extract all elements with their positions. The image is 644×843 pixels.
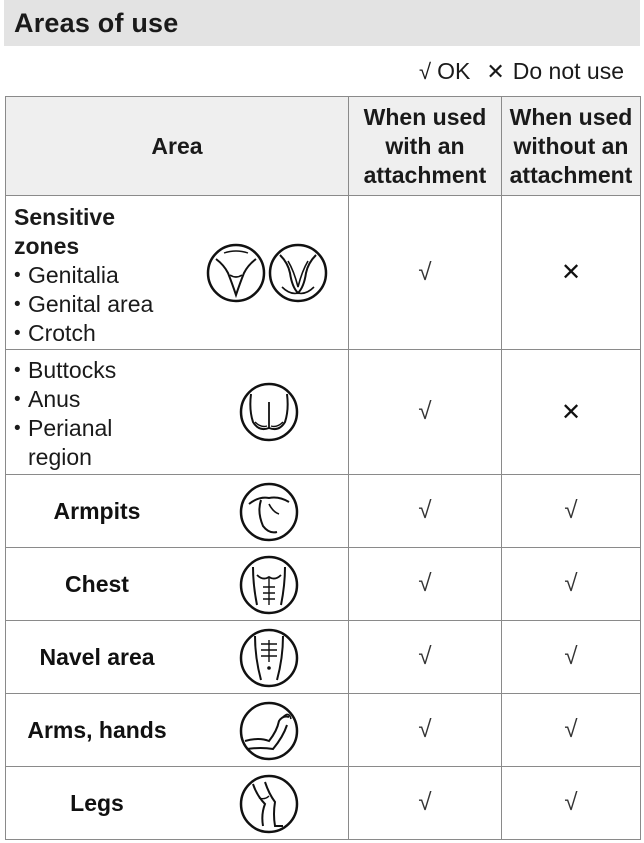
bullet-item: • Buttocks	[14, 356, 116, 385]
header-area: Area	[6, 97, 349, 196]
bullet-item: • Genital area	[14, 290, 153, 319]
without-attachment-mark: √	[502, 475, 641, 548]
genitalia-front-icon	[206, 243, 266, 303]
with-attachment-mark: √	[349, 767, 502, 840]
ok-symbol: √	[419, 58, 432, 84]
page-title: Areas of use	[14, 8, 179, 38]
area-cell-arms	[6, 694, 349, 767]
with-attachment-mark: √	[349, 196, 502, 350]
table-row	[6, 196, 641, 350]
table-row	[6, 548, 641, 621]
with-attachment-mark: √	[349, 475, 502, 548]
bullet-item: • Anus	[14, 385, 116, 414]
without-attachment-mark: √	[502, 767, 641, 840]
area-label: Legs	[70, 790, 124, 816]
area-cell-legs	[6, 767, 349, 840]
area-bullets	[14, 261, 153, 348]
area-cell-sensitive-zones	[6, 196, 349, 350]
bullet-item: • Crotch	[14, 319, 153, 348]
do-not-use-label: Do not use	[512, 58, 624, 84]
with-attachment-mark: √	[349, 350, 502, 475]
title-bar	[4, 0, 640, 46]
without-attachment-mark: √	[502, 548, 641, 621]
with-attachment-mark: √	[349, 694, 502, 767]
header-with-line-1: When used	[363, 103, 487, 130]
leg-icon	[239, 774, 299, 834]
bullet-item: • Perianal	[14, 414, 116, 443]
navel-icon	[239, 628, 299, 688]
area-text	[14, 203, 153, 348]
without-attachment-mark: √	[502, 621, 641, 694]
bullet-item: • Genitalia	[14, 261, 153, 290]
without-attachment-mark	[502, 350, 641, 475]
table-row	[6, 694, 641, 767]
header-row	[6, 97, 641, 196]
without-attachment-mark	[502, 196, 641, 350]
with-attachment-mark: √	[349, 548, 502, 621]
header-without-line-3: attachment	[509, 161, 633, 188]
area-bullets	[14, 356, 116, 443]
bullet-continuation: region	[28, 444, 92, 470]
area-title-line-1: Sensitive	[14, 204, 115, 230]
area-title-line-2: zones	[14, 233, 80, 259]
header-without-line-1: When used	[509, 103, 633, 130]
chest-icon	[239, 555, 299, 615]
header-with-line-2: with an	[385, 132, 465, 159]
header-with-line-3: attachment	[363, 161, 487, 188]
area-cell-armpits	[6, 475, 349, 548]
header-with-attachment	[349, 97, 502, 196]
area-cell-navel	[6, 621, 349, 694]
area-label: Arms, hands	[27, 717, 167, 743]
do-not-use-mark: ✕	[560, 259, 582, 286]
without-attachment-mark: √	[502, 694, 641, 767]
arm-icon	[239, 701, 299, 761]
genitalia-rear-icon	[268, 243, 328, 303]
header-without-line-2: without an	[513, 132, 629, 159]
table-row	[6, 621, 641, 694]
header-without-attachment	[502, 97, 641, 196]
table-row	[6, 475, 641, 548]
legend	[419, 58, 624, 85]
area-label: Chest	[65, 571, 129, 597]
areas-table	[5, 96, 641, 840]
area-cell-chest	[6, 548, 349, 621]
table-row	[6, 350, 641, 475]
armpit-icon	[239, 482, 299, 542]
table-row	[6, 767, 641, 840]
area-label: Navel area	[39, 644, 155, 670]
area-cell-buttocks	[6, 350, 349, 475]
buttocks-icon	[239, 382, 299, 442]
do-not-use-symbol: ✕	[486, 58, 505, 84]
do-not-use-mark: ✕	[560, 398, 582, 426]
area-label: Armpits	[53, 498, 141, 524]
ok-label: OK	[437, 58, 471, 84]
with-attachment-mark: √	[349, 621, 502, 694]
area-text	[14, 356, 116, 472]
